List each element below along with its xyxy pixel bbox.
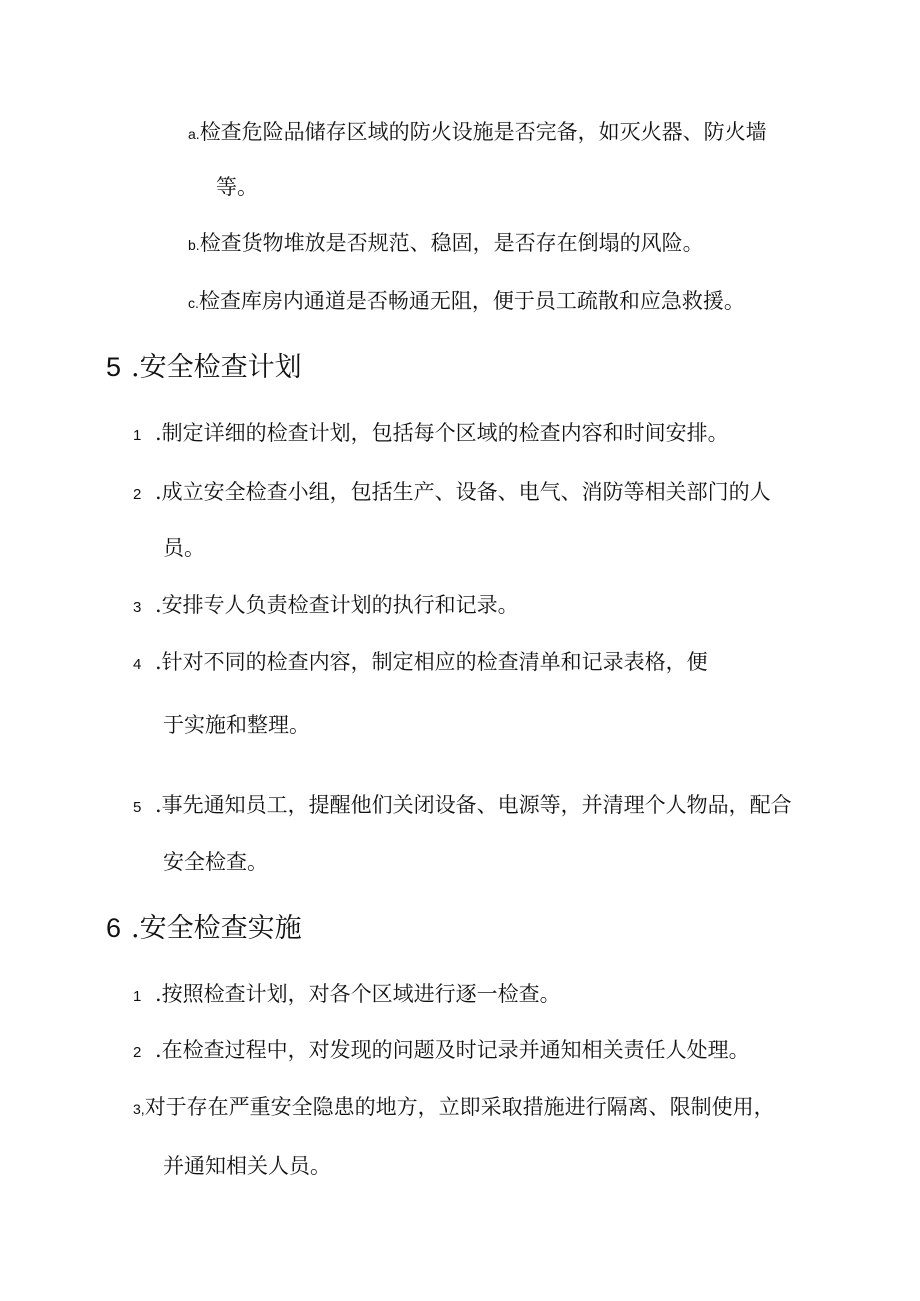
section-number: 5 [106,352,122,382]
list-item-text: 检查危险品储存区域的防火设施是否完备，如灭火器、防火墙 [199,120,767,144]
section-title: .安全检查实施 [131,913,302,944]
list-marker: 5 [133,799,142,816]
list-item-a-line-2: 等。 [216,175,258,199]
section-5-heading [106,350,302,385]
list-marker-a: a. [188,126,200,142]
section-6-item-3-line-1 [133,1093,775,1123]
list-item-text: .成立安全检查小组，包括生产、设备、电气、消防等相关部门的人 [155,480,771,504]
list-item-text: .安排专人负责检查计划的执行和记录。 [155,593,519,617]
list-item-a-line-1 [188,118,767,148]
list-marker: 2 [133,1044,142,1061]
section-5-item-4-line-1 [133,648,708,679]
section-title: .安全检查计划 [131,352,302,383]
list-marker: 1 [133,427,142,444]
list-marker-c: c. [188,295,199,311]
list-item-b [188,229,704,259]
section-6-item-1 [133,980,561,1011]
list-item-text: .在检查过程中，对发现的问题及时记录并通知相关责任人处理。 [155,1038,750,1062]
list-item-text: 对于存在严重安全隐患的地方，立即采取措施进行隔离、限制使用， [144,1095,775,1119]
section-5-item-5-line-2: 安全检查。 [163,850,268,874]
list-marker-b: b. [188,237,200,253]
section-5-item-2-line-1 [133,478,771,509]
section-6-heading [106,911,302,946]
list-item-text: .针对不同的检查内容，制定相应的检查清单和记录表格，便 [155,650,708,674]
section-5-item-3 [133,591,519,622]
list-item-text: .按照检查计划，对各个区域进行逐一检查。 [155,982,561,1006]
section-5-item-2-line-2: 员。 [163,536,205,560]
list-item-text: .制定详细的检查计划，包括每个区域的检查内容和时间安排。 [155,421,729,445]
section-6-item-3-line-2: 并通知相关人员。 [163,1154,331,1178]
list-marker: 2 [133,486,142,503]
section-number: 6 [106,913,122,943]
list-marker: 1 [133,988,142,1005]
section-6-item-2 [133,1036,750,1067]
section-5-item-1 [133,419,729,450]
list-item-text: 检查货物堆放是否规范、稳固，是否存在倒塌的风险。 [199,231,704,255]
list-marker: 3 [133,599,142,616]
section-5-item-4-line-2: 于实施和整理。 [163,713,310,737]
list-item-text: 检查库房内通道是否畅通无阻，便于员工疏散和应急救援。 [198,289,745,313]
list-item-text: .事先通知员工，提醒他们关闭设备、电源等，并清理个人物品，配合 [155,793,792,817]
list-item-c [188,287,745,317]
section-5-item-5-line-1 [133,791,792,822]
list-marker: 3, [133,1101,145,1117]
list-marker: 4 [133,656,142,673]
